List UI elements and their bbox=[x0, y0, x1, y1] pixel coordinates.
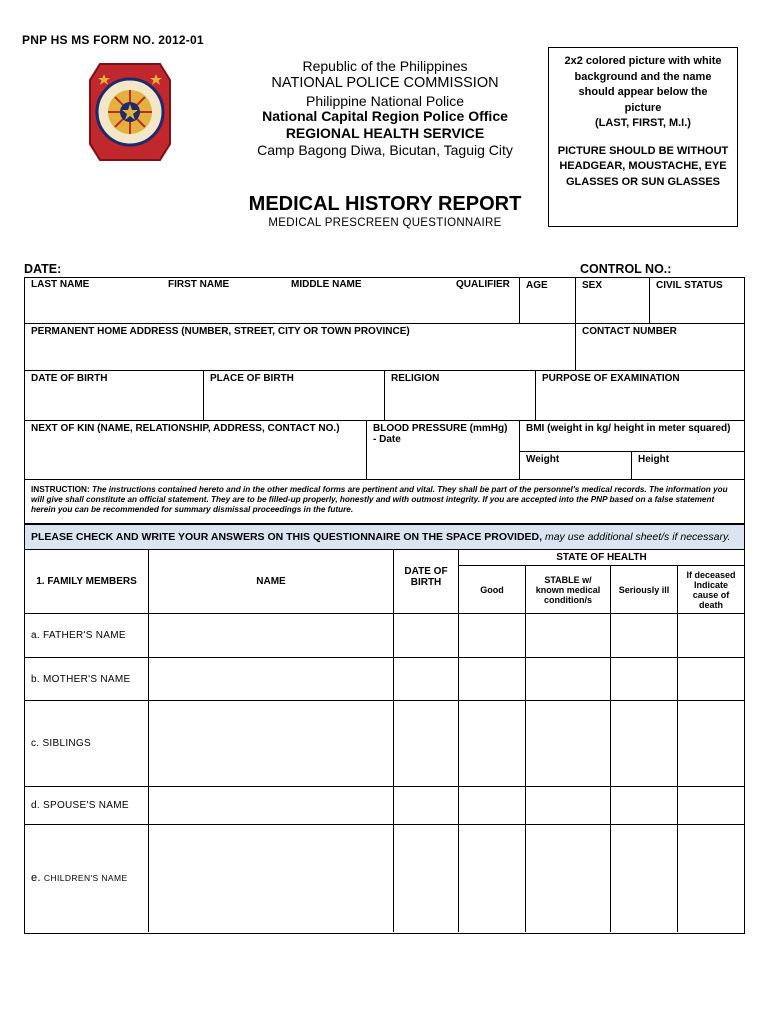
row-siblings-label: c. SIBLINGS bbox=[25, 701, 149, 787]
col-seriously-ill: Seriously ill bbox=[611, 566, 678, 614]
header-rhs: REGIONAL HEALTH SERVICE bbox=[285, 125, 485, 141]
father-serious-check[interactable] bbox=[611, 614, 678, 658]
mother-good-check[interactable] bbox=[459, 658, 526, 701]
middle-name-label: MIDDLE NAME bbox=[291, 279, 362, 290]
page-title: MEDICAL HISTORY REPORT bbox=[248, 193, 522, 215]
children-name-input[interactable] bbox=[149, 825, 394, 932]
children-deceased-input[interactable] bbox=[678, 825, 744, 932]
contact-number-field[interactable] bbox=[576, 324, 744, 371]
sex-field[interactable] bbox=[576, 278, 650, 324]
spouse-name-input[interactable] bbox=[149, 787, 394, 825]
siblings-deceased-input[interactable] bbox=[678, 701, 744, 787]
family-members-table bbox=[24, 550, 745, 934]
bmi-label: BMI (weight in kg/ height in meter squared) bbox=[526, 423, 731, 434]
children-stable-check[interactable] bbox=[526, 825, 611, 932]
next-of-kin-field[interactable] bbox=[25, 421, 367, 480]
photo-line-6: PICTURE SHOULD BE WITHOUT bbox=[557, 144, 729, 157]
siblings-serious-check[interactable] bbox=[611, 701, 678, 787]
row-spouse-label: d. SPOUSE'S NAME bbox=[25, 787, 149, 825]
age-field[interactable] bbox=[520, 278, 576, 324]
weight-label: Weight bbox=[526, 454, 560, 465]
children-good-check[interactable] bbox=[459, 825, 526, 932]
children-letter: e. bbox=[31, 872, 41, 884]
father-good-check[interactable] bbox=[459, 614, 526, 658]
purpose-field[interactable] bbox=[536, 371, 744, 421]
blood-pressure-label: BLOOD PRESSURE (mmHg) bbox=[373, 423, 508, 434]
blood-pressure-date-label: - Date bbox=[373, 434, 401, 445]
religion-label: RELIGION bbox=[391, 373, 440, 384]
spouse-stable-check[interactable] bbox=[526, 787, 611, 825]
mother-serious-check[interactable] bbox=[611, 658, 678, 701]
photo-line-7: HEADGEAR, MOUSTACHE, EYE bbox=[559, 160, 727, 172]
instruction-block bbox=[25, 480, 744, 523]
bmi-field[interactable] bbox=[520, 421, 744, 452]
page-subtitle: MEDICAL PRESCREEN QUESTIONNAIRE bbox=[268, 217, 502, 229]
form-number: PNP HS MS FORM NO. 2012-01 bbox=[22, 33, 204, 47]
father-deceased-input[interactable] bbox=[678, 614, 744, 658]
civil-status-label: CIVIL STATUS bbox=[656, 280, 723, 291]
col-stable: STABLE w/ known medical condition/s bbox=[526, 566, 611, 614]
last-name-field[interactable] bbox=[25, 278, 520, 324]
col-name: NAME bbox=[149, 550, 394, 614]
weight-field[interactable] bbox=[520, 452, 632, 480]
purpose-label: PURPOSE OF EXAMINATION bbox=[542, 373, 680, 384]
answer-instruction-bar bbox=[24, 524, 745, 550]
first-name-label: FIRST NAME bbox=[168, 279, 230, 290]
religion-field[interactable] bbox=[385, 371, 536, 421]
blood-pressure-field[interactable] bbox=[367, 421, 520, 480]
height-field[interactable] bbox=[632, 452, 744, 480]
mother-dob-input[interactable] bbox=[394, 658, 459, 701]
col-date-of-birth: DATE OF BIRTH bbox=[394, 550, 459, 614]
age-label: AGE bbox=[526, 280, 548, 291]
personal-info-grid bbox=[24, 277, 745, 524]
mother-stable-check[interactable] bbox=[526, 658, 611, 701]
children-serious-check[interactable] bbox=[611, 825, 678, 932]
next-of-kin-label: NEXT OF KIN (NAME, RELATIONSHIP, ADDRESS, CONTACT NO.) bbox=[31, 423, 340, 434]
siblings-stable-check[interactable] bbox=[526, 701, 611, 787]
spouse-serious-check[interactable] bbox=[611, 787, 678, 825]
state-of-health-header: STATE OF HEALTH bbox=[459, 550, 744, 566]
siblings-good-check[interactable] bbox=[459, 701, 526, 787]
qualifier-label: QUALIFIER bbox=[456, 279, 510, 290]
spouse-good-check[interactable] bbox=[459, 787, 526, 825]
row-father-label: a. FATHER'S NAME bbox=[25, 614, 149, 658]
row-mother-label: b. MOTHER'S NAME bbox=[25, 658, 149, 701]
father-stable-check[interactable] bbox=[526, 614, 611, 658]
sex-label: SEX bbox=[582, 280, 603, 291]
place-of-birth-field[interactable] bbox=[204, 371, 385, 421]
mother-deceased-input[interactable] bbox=[678, 658, 744, 701]
date-of-birth-label: DATE OF BIRTH bbox=[31, 373, 108, 384]
col-good: Good bbox=[459, 566, 526, 614]
control-number-label: CONTROL NO.: bbox=[580, 262, 672, 276]
father-dob-input[interactable] bbox=[394, 614, 459, 658]
photo-line-3: should appear below the bbox=[578, 86, 708, 98]
header-republic: Republic of the Philippines bbox=[302, 58, 468, 74]
address-label: PERMANENT HOME ADDRESS (NUMBER, STREET, CITY OR TOWN PROVINCE) bbox=[31, 326, 410, 337]
answer-instruction-italic: may use additional sheet/s if necessary. bbox=[544, 531, 731, 543]
spouse-dob-input[interactable] bbox=[394, 787, 459, 825]
contact-number-label: CONTACT NUMBER bbox=[582, 326, 677, 337]
photo-line-4: picture bbox=[624, 101, 662, 114]
children-dob-input[interactable] bbox=[394, 825, 459, 932]
civil-status-field[interactable] bbox=[650, 278, 744, 324]
photo-line-2: background and the name bbox=[574, 70, 712, 83]
place-of-birth-label: PLACE OF BIRTH bbox=[210, 373, 294, 384]
mother-name-input[interactable] bbox=[149, 658, 394, 701]
col-family-members: 1. FAMILY MEMBERS bbox=[25, 550, 149, 614]
photo-line-5: (LAST, FIRST, M.I.) bbox=[595, 117, 691, 129]
header-napolcom: NATIONAL POLICE COMMISSION bbox=[271, 75, 499, 91]
height-label: Height bbox=[638, 454, 670, 465]
father-name-input[interactable] bbox=[149, 614, 394, 658]
last-name-label: LAST NAME bbox=[31, 279, 90, 290]
siblings-name-input[interactable] bbox=[149, 701, 394, 787]
instruction-label: INSTRUCTION: bbox=[31, 485, 90, 494]
photo-line-1: 2x2 colored picture with white bbox=[564, 55, 722, 67]
date-label: DATE: bbox=[24, 262, 62, 276]
answer-instruction-bold: PLEASE CHECK AND WRITE YOUR ANSWERS ON THIS QUESTIONNAIRE ON THE SPACE PROVIDED, bbox=[31, 531, 543, 543]
photo-instruction-box[interactable] bbox=[548, 47, 738, 227]
instruction-text: The instructions contained hereto and in the other medical forms are pertinent and vital. They shall be part of the personnel's medical records. The information you will give shall constitute an official statement. They are to be filled-up properly, honestly and with outmost integrity. If you are accepted into the PNP based on a false statement herein you can be recommended for summary dismissal proceedings in the future. bbox=[31, 485, 728, 514]
row-children-label: e. CHILDREN'S NAME bbox=[25, 825, 149, 932]
header-ncrpo: National Capital Region Police Office bbox=[262, 108, 508, 124]
header-address: Camp Bagong Diwa, Bicutan, Taguig City bbox=[257, 142, 513, 158]
pnp-seal-logo bbox=[88, 60, 172, 164]
siblings-dob-input[interactable] bbox=[394, 701, 459, 787]
address-field[interactable] bbox=[25, 324, 576, 371]
col-if-deceased: If deceased Indicate cause of death bbox=[678, 566, 744, 614]
header-pnp: Philippine National Police bbox=[306, 93, 464, 109]
spouse-deceased-input[interactable] bbox=[678, 787, 744, 825]
photo-line-8: GLASSES OR SUN GLASSES bbox=[565, 175, 721, 188]
date-of-birth-field[interactable] bbox=[25, 371, 204, 421]
